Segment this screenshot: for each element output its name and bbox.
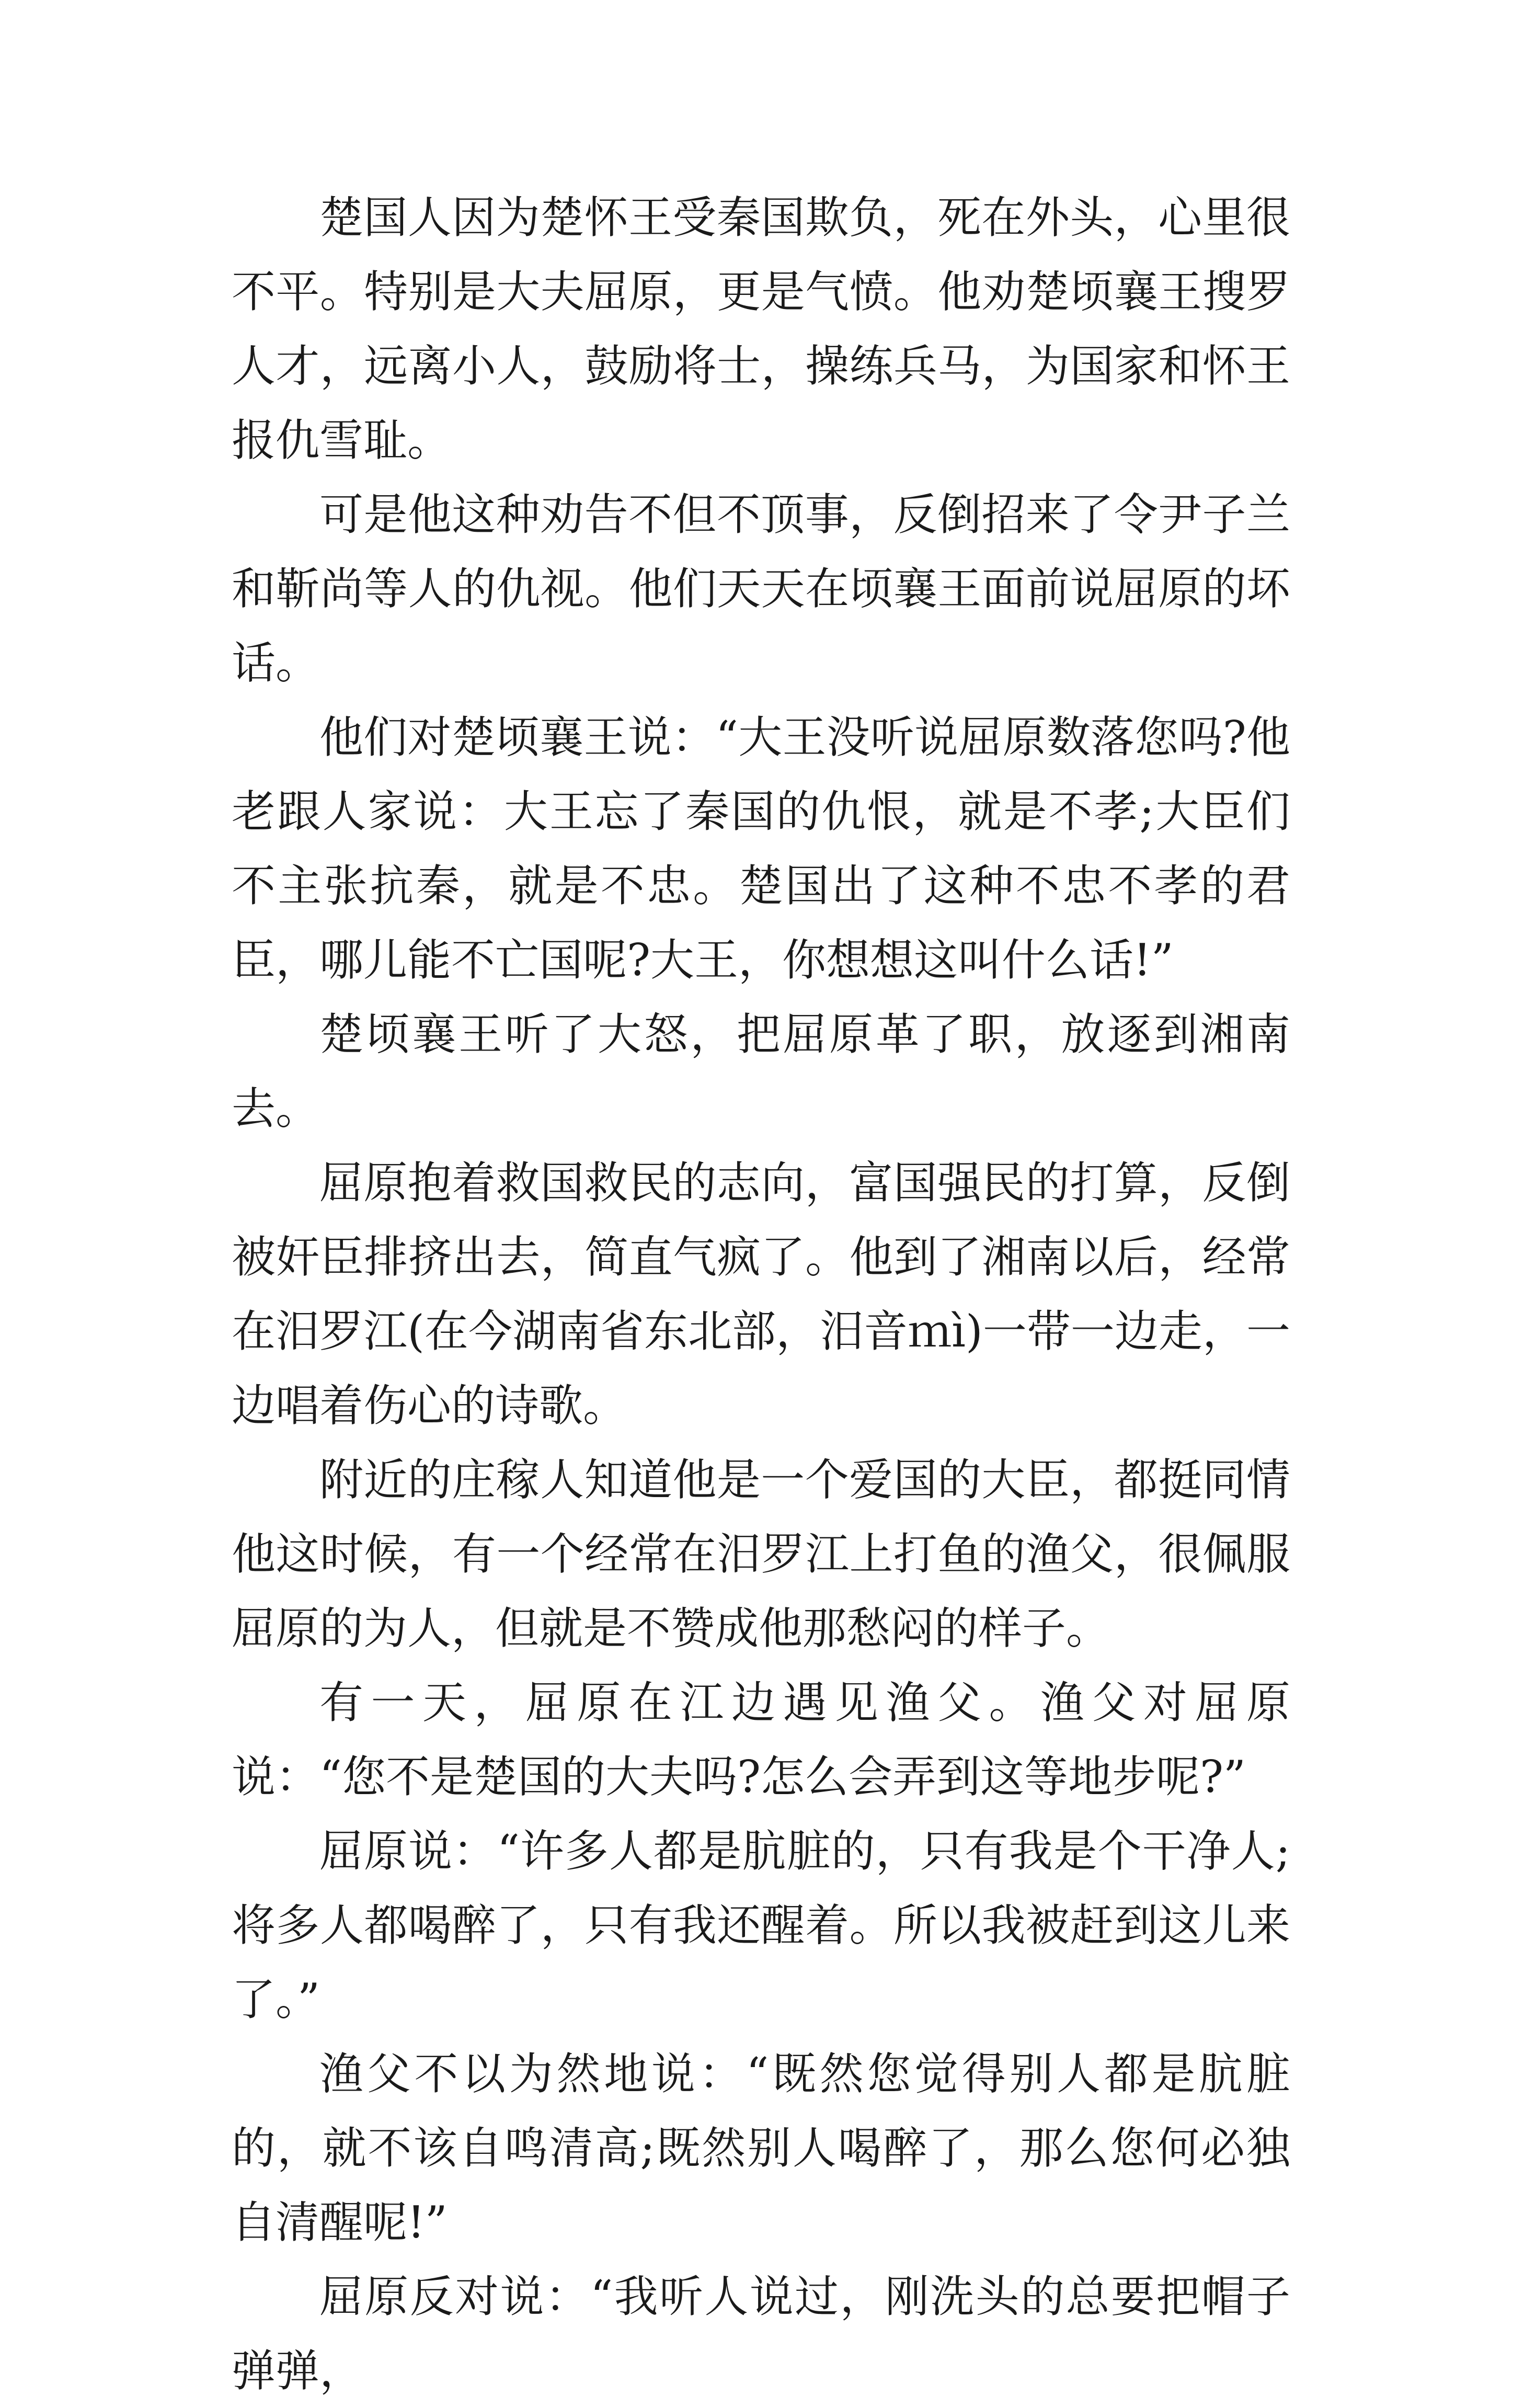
paragraph-2: 可是他这种劝告不但不顶事，反倒招来了令尹子兰和靳尚等人的仇视。他们天天在顷襄王面前说屈原的坏话。 xyxy=(232,489,1290,689)
paragraph-10: 屈原反对说：“我听人说过，刚洗头的总要把帽子弹弹， xyxy=(232,2271,1290,2396)
document-page xyxy=(232,180,1290,2408)
paragraph-4: 楚顷襄王听了大怒，把屈原革了职，放逐到湘南去。 xyxy=(232,1009,1290,1134)
paragraph-6: 附近的庄稼人知道他是一个爱国的大臣，都挺同情他这时候，有一个经常在汨罗江上打鱼的渔父，很佩服屈原的为人，但就是不赞成他那愁闷的样子。 xyxy=(232,1454,1290,1654)
paragraph-8: 屈原说：“许多人都是肮脏的，只有我是个干净人;将多人都喝醉了，只有我还醒着。所以我被赶到这儿来了。” xyxy=(232,1825,1290,2025)
paragraph-7: 有一天，屈原在江边遇见渔父。渔父对屈原说：“您不是楚国的大夫吗?怎么会弄到这等地步呢?” xyxy=(232,1677,1290,1802)
paragraph-1: 楚国人因为楚怀王受秦国欺负，死在外头，心里很不平。特别是大夫屈原，更是气愤。他劝楚顷襄王搜罗人才，远离小人，鼓励将士，操练兵马，为国家和怀王报仇雪耻。 xyxy=(232,192,1290,466)
paragraph-5: 屈原抱着救国救民的志向，富国强民的打算，反倒被奸臣排挤出去，简直气疯了。他到了湘南以后，经常在汨罗江(在今湖南省东北部，汨音ｍì)一带一边走，一边唱着伤心的诗歌。 xyxy=(232,1157,1290,1431)
paragraph-3: 他们对楚顷襄王说：“大王没听说屈原数落您吗?他老跟人家说：大王忘了秦国的仇恨，就是不孝;大臣们不主张抗秦，就是不忠。楚国出了这种不忠不孝的君臣，哪儿能不亡国呢?大王，你想想这叫什么话!” xyxy=(232,712,1290,986)
paragraph-9: 渔父不以为然地说：“既然您觉得别人都是肮脏的，就不该自鸣清高;既然别人喝醉了，那么您何必独自清醒呢!” xyxy=(232,2048,1290,2248)
